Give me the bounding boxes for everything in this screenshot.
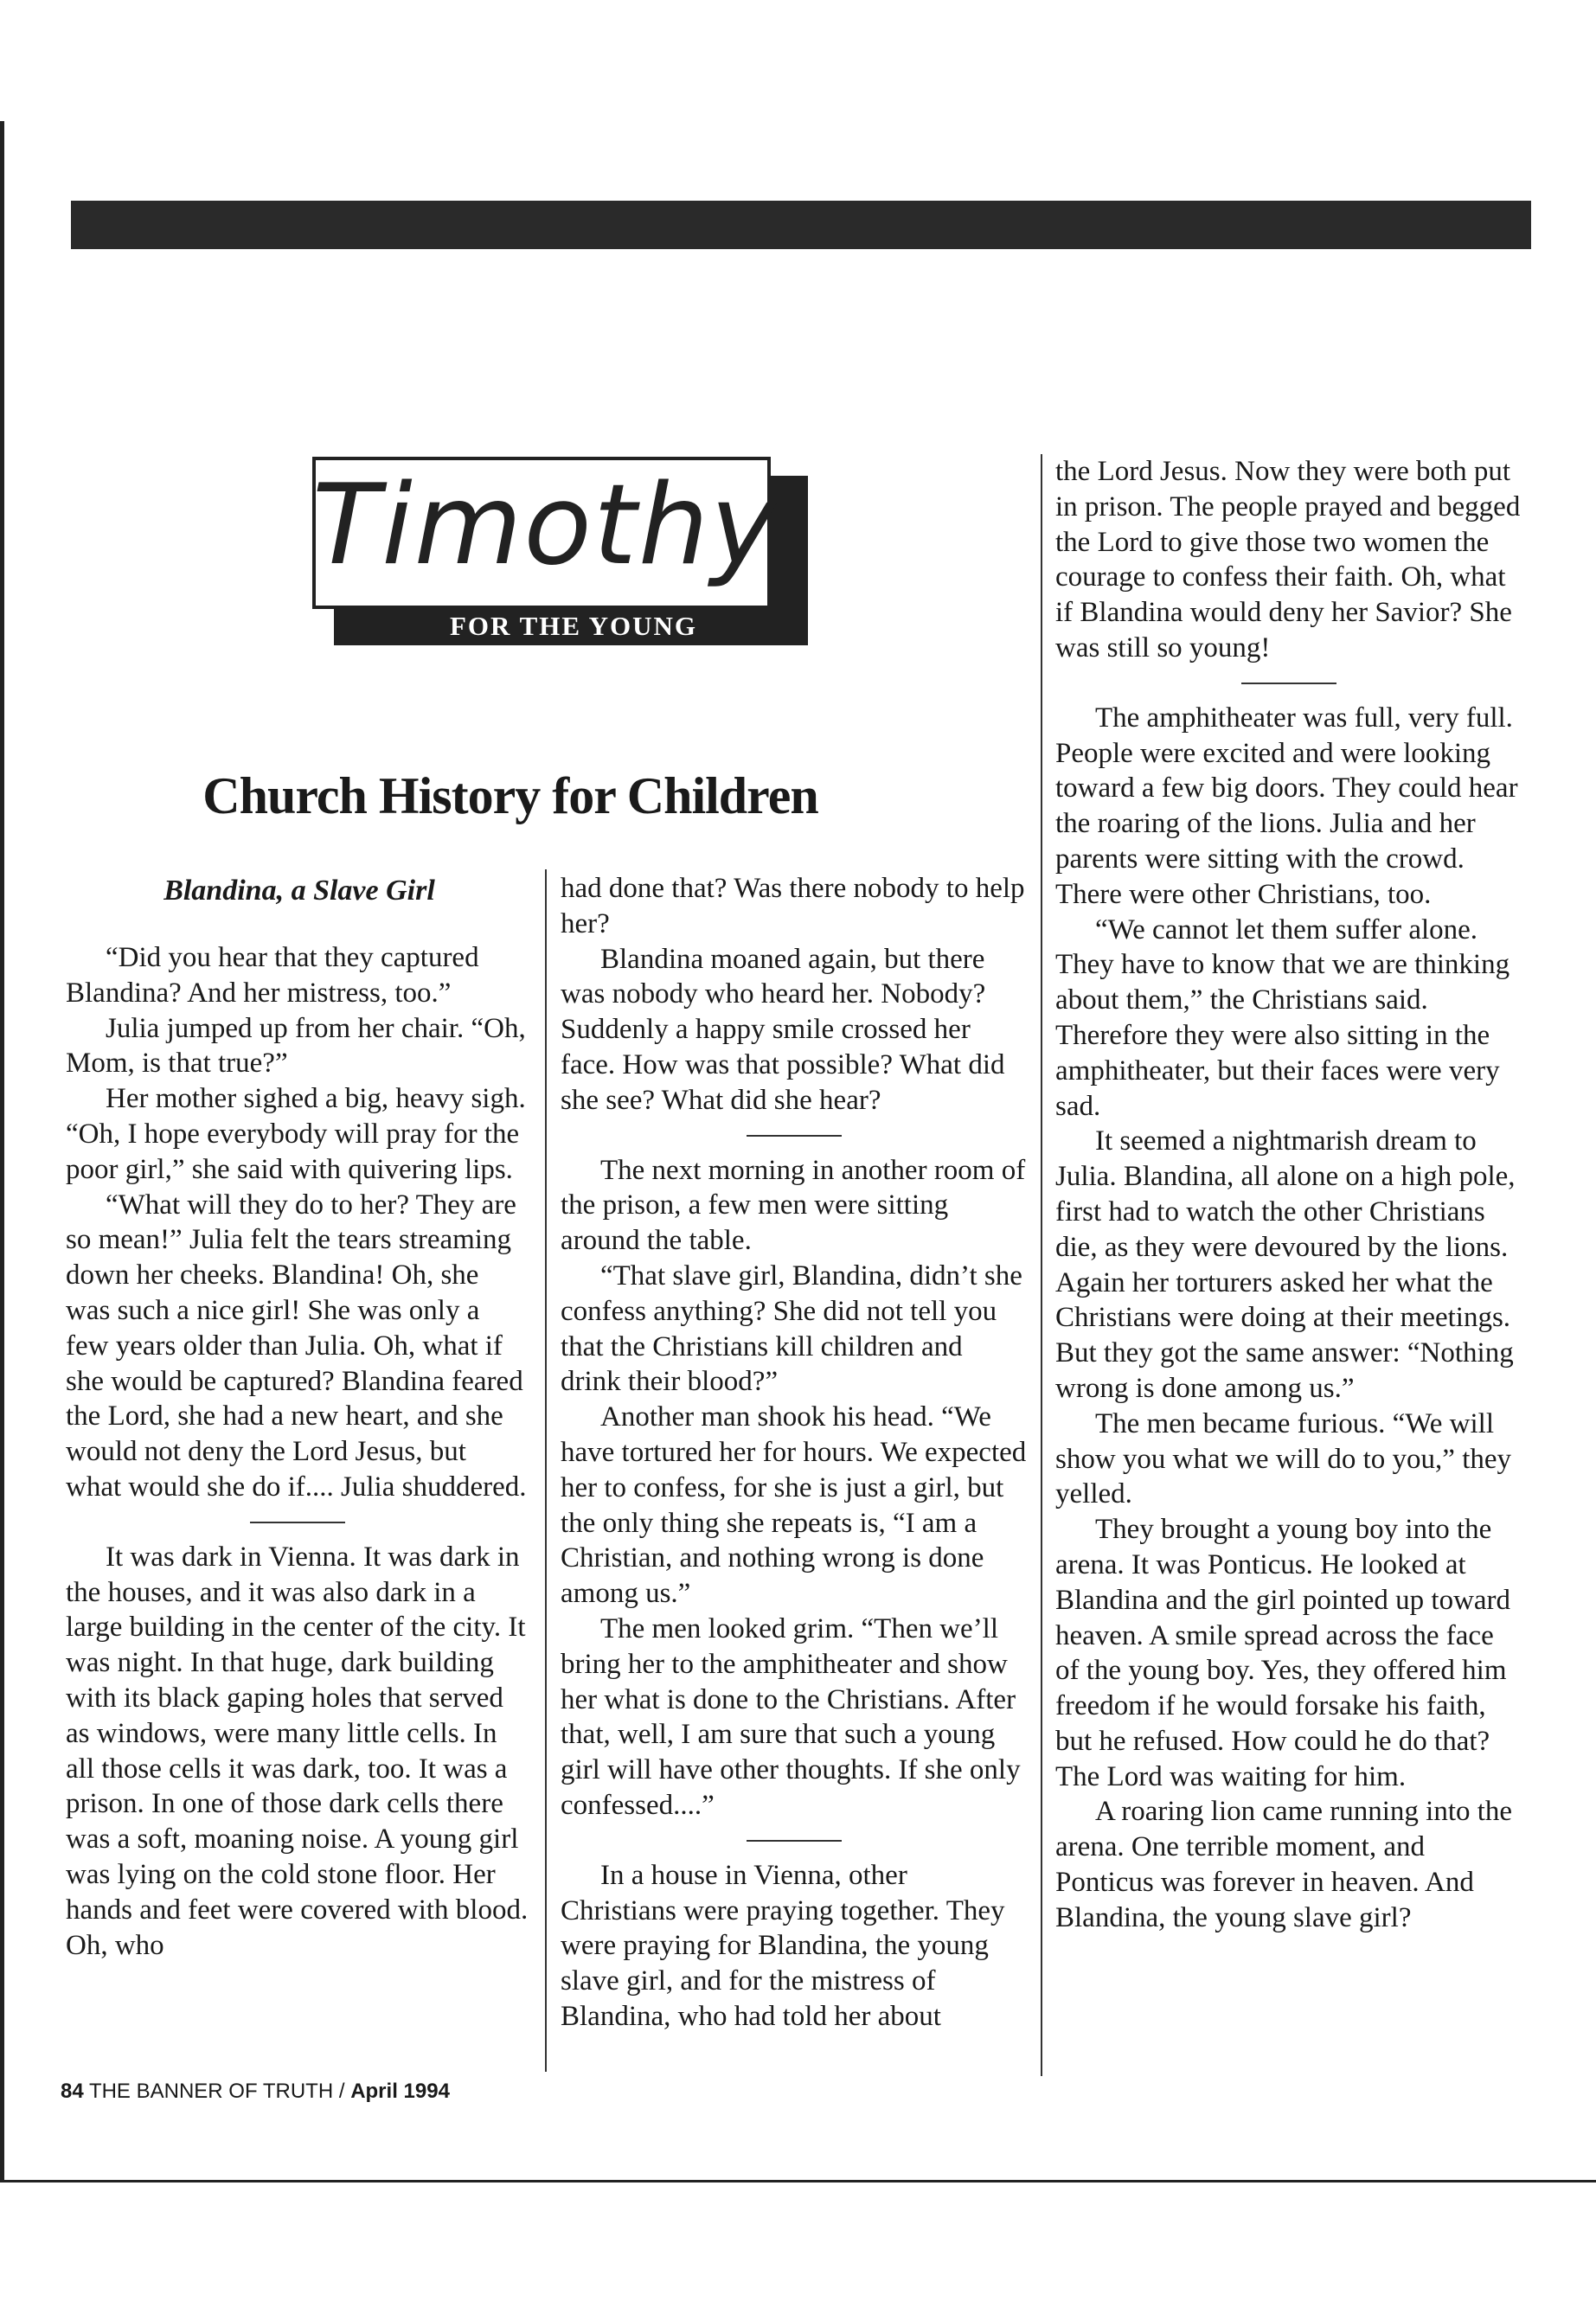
paragraph: It was dark in Vienna. It was dark in the houses, and it was also dark in a large building in the center of the city. It was night. In that huge, dark building with its black gaping holes that served as windows, were many little cells. In all those cells it was dark, too. It was a prison. In one of those dark cells there was a soft, moaning noise. A young girl was lying on the cold stone floor. Her hands and feet were covered with blood. Oh, who bbox=[66, 1541, 529, 1961]
paragraph: The amphitheater was full, very full. People were excited and were looking toward a few big doors. They could hear the roaring of the lions. Julia and her parents were sitting with the crowd. There were other Christians, too. bbox=[1055, 702, 1518, 910]
paragraph: had done that? Was there nobody to help her? bbox=[561, 873, 1025, 939]
paragraph: “That slave girl, Blandina, didn’t she confess anything? She did not tell you that the Christians kill children and drink their blood?” bbox=[561, 1259, 1022, 1398]
section-separator bbox=[561, 1118, 1028, 1153]
paragraph: Another man shook his head. “We have tortured her for hours. We expected her to confess, for she is just a girl, but the only thing she repeats is, “I am a Christian, and nothing wrong is done among us.” bbox=[561, 1401, 1027, 1610]
page-number: 84 bbox=[61, 2080, 84, 2103]
paragraph: The men looked grim. “Then we’ll bring her to the amphitheater and show her what is done to the Christians. After that, well, I am sure that such a young girl will have other thoughts. If she only confessed....” bbox=[561, 1612, 1021, 1821]
section-separator bbox=[561, 1823, 1028, 1858]
text-column-2 bbox=[561, 871, 1028, 2035]
top-black-bar bbox=[71, 201, 1531, 249]
paragraph: “Did you hear that they captured Blandina? And her mistress, too.” bbox=[66, 942, 479, 1009]
publication-name: THE BANNER OF TRUTH bbox=[88, 2080, 334, 2103]
paragraph: Blandina moaned again, but there was nobody who heard her. Nobody? Suddenly a happy smile crossed her face. How was that possible? What did she see? What did she hear? bbox=[561, 943, 1005, 1116]
footer-separator: / bbox=[338, 2080, 345, 2103]
column-divider-1 bbox=[545, 869, 547, 2072]
paragraph: The next morning in another room of the prison, a few men were sitting around the table. bbox=[561, 1154, 1026, 1257]
masthead-title: Timothy bbox=[312, 461, 778, 590]
paragraph: They brought a young boy into the arena. It was Ponticus. He looked at Blandina and the girl pointed up toward heaven. A smile spread across the face of the young boy. Yes, they offered him freedom if he would forsake his faith, but he refused. How could he do that? The Lord was waiting for him. bbox=[1055, 1514, 1511, 1792]
paragraph: In a house in Vienna, other Christians were praying together. They were praying for Blandina, the young slave girl, and for the mistress of Blandina, who had told her about bbox=[561, 1859, 1005, 2032]
article-subtitle: Blandina, a Slave Girl bbox=[163, 875, 435, 907]
paragraph: It seemed a nightmarish dream to Julia. Blandina, all alone on a high pole, first had to watch the other Christians die, as they were devoured by the lions. Again her torturers asked her what the Christians were doing at their meetings. But they got the same answer: “Nothing wrong is done among us.” bbox=[1055, 1125, 1516, 1404]
bottom-rule bbox=[0, 2180, 1596, 2182]
column-divider-2 bbox=[1041, 454, 1042, 2076]
section-separator bbox=[1055, 666, 1522, 701]
page-footer bbox=[61, 2079, 450, 2105]
paragraph: A roaring lion came running into the arena. One terrible moment, and Ponticus was forever in heaven. And Blandina, the young slave girl? bbox=[1055, 1796, 1513, 1933]
paragraph: “What will they do to her? They are so mean!” Julia felt the tears streaming down her cheeks. Blandina! Oh, she was such a nice girl! She was only a few years older than Julia. Oh, what if she would be captured? Blandina feared the Lord, she had a new heart, and she would not deny the Lord Jesus, but what would she do if.... Julia shuddered. bbox=[66, 1189, 527, 1503]
issue-date: April 1994 bbox=[350, 2080, 450, 2103]
section-separator bbox=[66, 1505, 529, 1540]
paragraph: Julia jumped up from her chair. “Oh, Mom, is that true?” bbox=[66, 1012, 526, 1080]
left-edge-rule bbox=[0, 121, 4, 2180]
masthead-subtitle: FOR THE YOUNG bbox=[449, 611, 698, 641]
paragraph: the Lord Jesus. Now they were both put in prison. The people prayed and begged the Lord to give those two women the courage to confess their faith. Oh, what if Blandina would deny her Savior? She was still so young! bbox=[1055, 456, 1521, 663]
paragraph: The men became furious. “We will show you what we will do to you,” they yelled. bbox=[1055, 1407, 1512, 1510]
paragraph: “We cannot let them suffer alone. They have to know that we are thinking about them,” the Christians said. Therefore they were also sitting in the amphitheater, but their faces were very sad. bbox=[1055, 913, 1510, 1122]
text-column-3 bbox=[1055, 454, 1522, 1936]
text-column-1 bbox=[66, 940, 529, 1963]
article-headline: Church History for Children bbox=[202, 767, 818, 824]
paragraph: Her mother sighed a big, heavy sigh. “Oh, I hope everybody will pray for the poor girl,” she said with quivering lips. bbox=[66, 1083, 526, 1185]
